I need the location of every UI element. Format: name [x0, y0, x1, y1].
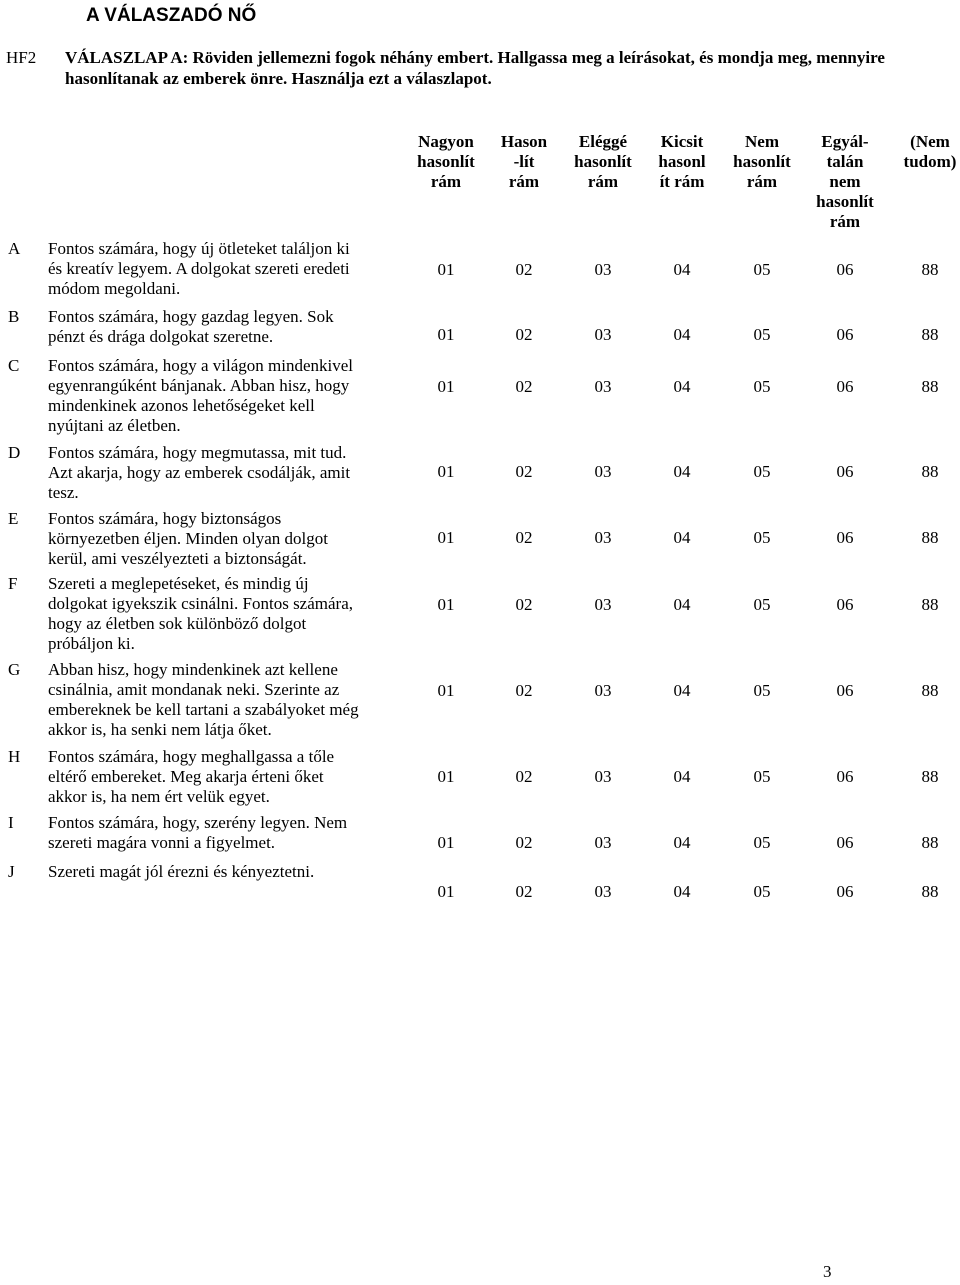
question-text — [48, 509, 400, 569]
question-text-line: környezetben éljen. Minden olyan dolgot — [48, 529, 328, 548]
answer-code-88[interactable]: 88 — [921, 595, 939, 614]
column-header — [558, 132, 648, 192]
column-header-line: Egyál- — [821, 132, 869, 151]
question-text-line: Fontos számára, hogy, szerény legyen. Nem — [48, 813, 348, 832]
column-header-line: talán — [826, 152, 864, 171]
question-text — [48, 660, 400, 740]
column-header — [800, 132, 890, 232]
answer-code-88[interactable]: 88 — [921, 528, 939, 547]
answer-code-02[interactable]: 02 — [515, 833, 533, 852]
question-text-line: Abban hisz, hogy mindenkinek azt kellene — [48, 660, 338, 679]
column-header-line: -lít — [513, 152, 535, 171]
answer-code-01[interactable]: 01 — [437, 260, 455, 279]
question-text-line: Fontos számára, hogy a világon mindenkivel — [48, 356, 353, 375]
column-header — [401, 132, 491, 192]
question-text — [48, 813, 400, 853]
column-header-line: rám — [746, 172, 778, 191]
answer-code-02[interactable]: 02 — [515, 595, 533, 614]
question-text-line: eltérő embereket. Meg akarja érteni őket — [48, 767, 324, 786]
question-text-line: dolgokat igyekszik csinálni. Fontos számára, — [48, 594, 353, 613]
question-text-line: Szereti magát jól érezni és kényeztetni. — [48, 862, 315, 881]
answer-code-04[interactable]: 04 — [673, 882, 691, 901]
answer-code-06[interactable]: 06 — [836, 377, 854, 396]
question-text-line: akkor is, ha senki nem látja őket. — [48, 720, 272, 739]
answer-code-04[interactable]: 04 — [673, 260, 691, 279]
column-header-line: hasonlít — [816, 192, 874, 211]
answer-code-88[interactable]: 88 — [921, 260, 939, 279]
answer-code-04[interactable]: 04 — [673, 377, 691, 396]
question-text-line: Fontos számára, hogy biztonságos — [48, 509, 282, 528]
answer-code-05[interactable]: 05 — [753, 377, 771, 396]
page-title: A VÁLASZADÓ NŐ — [86, 5, 257, 26]
answer-code-04[interactable]: 04 — [673, 767, 691, 786]
column-header-line: rám — [587, 172, 619, 191]
question-text-line: Fontos számára, hogy meghallgassa a tőle — [48, 747, 335, 766]
answer-code-03[interactable]: 03 — [594, 377, 612, 396]
page-number: 3 — [823, 1262, 832, 1281]
answer-code-01[interactable]: 01 — [437, 882, 455, 901]
answer-code-88[interactable]: 88 — [921, 681, 939, 700]
answer-code-06[interactable]: 06 — [836, 528, 854, 547]
column-header-line: tudom) — [903, 152, 957, 171]
column-header-line: rám — [430, 172, 462, 191]
answer-code-06[interactable]: 06 — [836, 325, 854, 344]
question-letter: D — [8, 443, 21, 462]
answer-code-05[interactable]: 05 — [753, 462, 771, 481]
answer-code-05[interactable]: 05 — [753, 325, 771, 344]
answer-code-03[interactable]: 03 — [594, 325, 612, 344]
question-letter: B — [8, 307, 20, 326]
question-text-line: pénzt és drága dolgokat szeretne. — [48, 327, 274, 346]
answer-code-05[interactable]: 05 — [753, 833, 771, 852]
column-header-line: hasonlít — [417, 152, 475, 171]
answer-code-05[interactable]: 05 — [753, 595, 771, 614]
column-header — [717, 132, 807, 192]
answer-code-04[interactable]: 04 — [673, 528, 691, 547]
answer-code-02[interactable]: 02 — [515, 681, 533, 700]
column-header-line: rám — [508, 172, 540, 191]
answer-code-04[interactable]: 04 — [673, 462, 691, 481]
answer-code-88[interactable]: 88 — [921, 325, 939, 344]
answer-code-06[interactable]: 06 — [836, 882, 854, 901]
question-letter: H — [8, 747, 21, 766]
answer-code-03[interactable]: 03 — [594, 681, 612, 700]
question-text-line: és kreatív legyem. A dolgokat szereti eredeti — [48, 259, 350, 278]
answer-code-01[interactable]: 01 — [437, 833, 455, 852]
question-letter: E — [8, 509, 19, 528]
answer-code-03[interactable]: 03 — [594, 595, 612, 614]
form-code: HF2 — [6, 48, 37, 67]
question-letter: J — [8, 862, 15, 881]
question-letter: F — [8, 574, 18, 593]
question-text — [48, 239, 400, 299]
answer-code-02[interactable]: 02 — [515, 767, 533, 786]
answer-code-04[interactable]: 04 — [673, 681, 691, 700]
column-header-line: Kicsit — [660, 132, 704, 151]
question-text-line: Fontos számára, hogy megmutassa, mit tud. — [48, 443, 347, 462]
answer-code-01[interactable]: 01 — [437, 377, 455, 396]
question-letter: G — [8, 660, 21, 679]
column-header-line: rám — [829, 212, 861, 231]
answer-code-04[interactable]: 04 — [673, 595, 691, 614]
column-header-line: Eléggé — [578, 132, 628, 151]
question-letter: I — [8, 813, 14, 832]
column-header-line: hasonlít — [574, 152, 632, 171]
answer-code-05[interactable]: 05 — [753, 681, 771, 700]
answer-code-01[interactable]: 01 — [437, 325, 455, 344]
column-header-line: hasonlít — [733, 152, 791, 171]
question-text-line: embereknek be kell tartani a szabályoket még — [48, 700, 359, 719]
answer-code-06[interactable]: 06 — [836, 462, 854, 481]
question-text-line: Azt akarja, hogy az emberek csodálják, amit — [48, 463, 351, 482]
column-header-line: Nem — [745, 132, 779, 151]
answer-code-05[interactable]: 05 — [753, 882, 771, 901]
column-header-line: (Nem — [910, 132, 950, 151]
answer-code-06[interactable]: 06 — [836, 767, 854, 786]
answer-code-02[interactable]: 02 — [515, 325, 533, 344]
question-letter: C — [8, 356, 20, 375]
question-text-line: hogy az életben sok különböző dolgot — [48, 614, 307, 633]
answer-code-02[interactable]: 02 — [515, 260, 533, 279]
answer-code-01[interactable]: 01 — [437, 767, 455, 786]
answer-code-01[interactable]: 01 — [437, 681, 455, 700]
question-text-line: módom megoldani. — [48, 279, 181, 298]
answer-code-03[interactable]: 03 — [594, 260, 612, 279]
question-text-line: akkor is, ha nem ért velük egyet. — [48, 787, 270, 806]
answer-code-05[interactable]: 05 — [753, 767, 771, 786]
answer-code-03[interactable]: 03 — [594, 833, 612, 852]
question-text-line: nyújtani az életben. — [48, 416, 181, 435]
answer-code-88[interactable]: 88 — [921, 767, 939, 786]
question-text — [48, 443, 400, 503]
answer-code-06[interactable]: 06 — [836, 260, 854, 279]
answer-code-03[interactable]: 03 — [594, 882, 612, 901]
answer-code-06[interactable]: 06 — [836, 595, 854, 614]
question-text-line: tesz. — [48, 483, 79, 502]
question-text-line: próbáljon ki. — [48, 634, 135, 653]
answer-code-04[interactable]: 04 — [673, 325, 691, 344]
answer-code-03[interactable]: 03 — [594, 528, 612, 547]
question-text-line: egyenrangúként bánjanak. Abban hisz, hogy — [48, 376, 350, 395]
question-text — [48, 862, 400, 882]
instruction-text: VÁLASZLAP A: Röviden jellemezni fogok néhány embert. Hallgassa meg a leírásokat, és mondja meg, mennyire hasonlítanak az emberek önre. Használja ezt a válaszlapot. — [65, 48, 885, 88]
column-header-line: nem — [829, 172, 861, 191]
question-text-line: Fontos számára, hogy gazdag legyen. Sok — [48, 307, 334, 326]
question-text-line: mindenkinek azonos lehetőségeket kell — [48, 396, 315, 415]
answer-code-02[interactable]: 02 — [515, 462, 533, 481]
question-text-line: Fontos számára, hogy új ötleteket találjon ki — [48, 239, 350, 258]
answer-code-04[interactable]: 04 — [673, 833, 691, 852]
question-text-line: csinálnia, amit mondanak neki. Szerinte az — [48, 680, 340, 699]
answer-code-06[interactable]: 06 — [836, 833, 854, 852]
answer-code-02[interactable]: 02 — [515, 377, 533, 396]
question-text — [48, 356, 400, 436]
answer-code-05[interactable]: 05 — [753, 528, 771, 547]
question-text — [48, 574, 400, 654]
question-letter: A — [8, 239, 21, 258]
column-header — [637, 132, 727, 192]
answer-code-06[interactable]: 06 — [836, 681, 854, 700]
answer-code-88[interactable]: 88 — [921, 462, 939, 481]
column-header — [479, 132, 569, 192]
column-header — [885, 132, 960, 172]
answer-code-88[interactable]: 88 — [921, 833, 939, 852]
answer-code-01[interactable]: 01 — [437, 595, 455, 614]
answer-code-02[interactable]: 02 — [515, 882, 533, 901]
question-text-line: szereti magára vonni a figyelmet. — [48, 833, 276, 852]
answer-code-03[interactable]: 03 — [594, 767, 612, 786]
column-header-line: Hason — [500, 132, 548, 151]
answer-code-88[interactable]: 88 — [921, 882, 939, 901]
answer-code-03[interactable]: 03 — [594, 462, 612, 481]
question-text — [48, 747, 400, 807]
column-header-line: Nagyon — [418, 132, 474, 151]
column-header-line: ít rám — [659, 172, 705, 191]
answer-code-05[interactable]: 05 — [753, 260, 771, 279]
question-text-line: kerül, ami veszélyezteti a biztonságát. — [48, 549, 307, 568]
answer-code-01[interactable]: 01 — [437, 462, 455, 481]
answer-code-02[interactable]: 02 — [515, 528, 533, 547]
column-header-line: hasonl — [658, 152, 706, 171]
answer-code-01[interactable]: 01 — [437, 528, 455, 547]
question-text-line: Szereti a meglepetéseket, és mindig új — [48, 574, 309, 593]
answer-code-88[interactable]: 88 — [921, 377, 939, 396]
question-text — [48, 307, 400, 347]
